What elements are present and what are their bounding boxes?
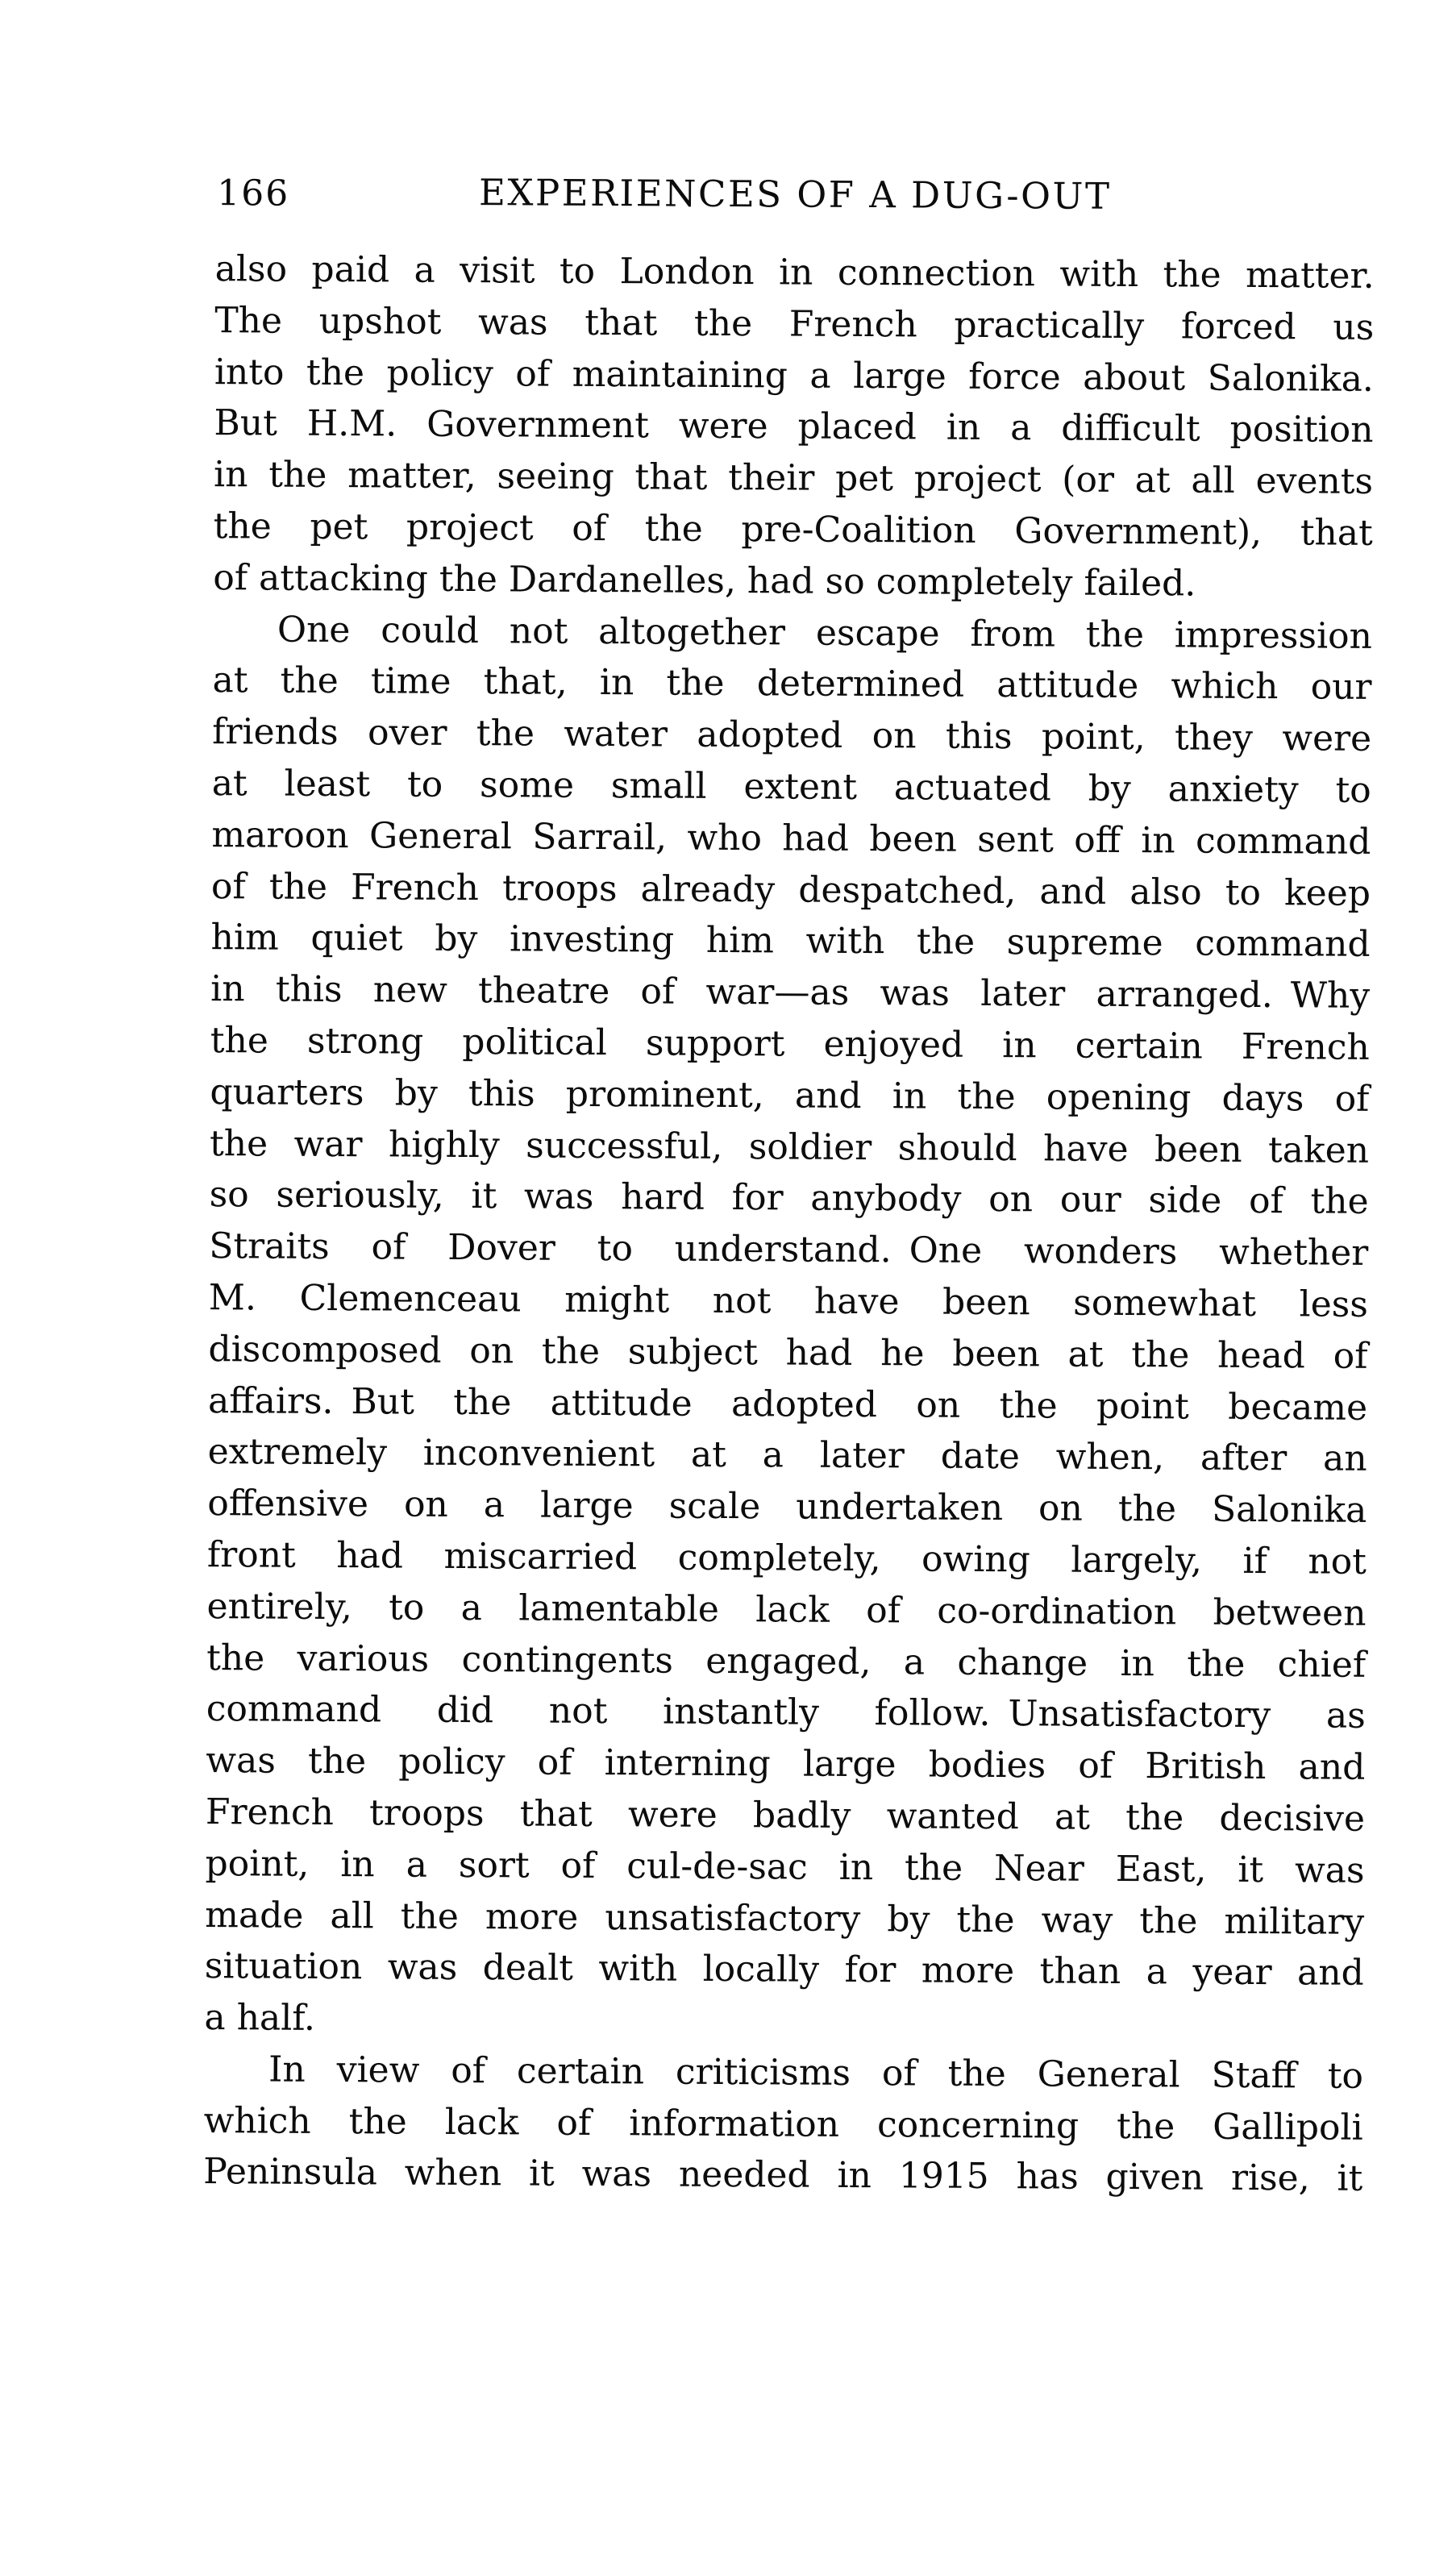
text-line: of attacking the Dardanelles, had so completely failed. <box>213 556 1196 605</box>
text-line: One could not altogether escape from the impression <box>277 609 1373 657</box>
text-line: which the lack of information concerning the Gallipoli <box>203 2099 1363 2148</box>
page-header <box>215 169 1375 225</box>
text-line: But H.M. Government were placed in a difficult position <box>214 402 1374 451</box>
text-line: M. Clemenceau might not have been somewhat less <box>208 1277 1369 1325</box>
text-line: front had miscarried completely, owing largely, if not <box>206 1533 1367 1583</box>
page-number: 166 <box>217 173 290 214</box>
text-line: extremely inconvenient at a later date when, after an <box>207 1431 1367 1480</box>
text-line: of the French troops already despatched, and also to keep <box>210 865 1371 914</box>
text-line: was the policy of interning large bodies of British and <box>206 1740 1366 1788</box>
text-line: discomposed on the subject had he been at the head of <box>208 1328 1368 1377</box>
page-text <box>203 243 1375 2205</box>
text-line: point, in a sort of cul-de-sac in the Near East, it was <box>205 1842 1365 1891</box>
text-line: the strong political support enjoyed in certain French <box>210 1020 1370 1068</box>
text-line: command did not instantly follow. Unsatisfactory as <box>206 1688 1366 1737</box>
text-line: a half. <box>204 1997 316 2039</box>
text-line: the various contingents engaged, a change in the chief <box>206 1637 1367 1686</box>
text-line: at the time that, in the determined attitude which our <box>212 659 1372 709</box>
text-line: friends over the water adopted on this point, they were <box>212 711 1372 760</box>
text-line: The upshot was that the French practically forced us <box>214 299 1375 348</box>
text-line: offensive on a large scale undertaken on the Salonika <box>207 1483 1367 1531</box>
running-title: EXPERIENCES OF A DUG-OUT <box>478 171 1112 218</box>
text-line: quarters by this prominent, and in the opening days of <box>210 1071 1370 1120</box>
text-line: in the matter, seeing that their pet project (or at all events <box>213 454 1374 503</box>
text-line: maroon General Sarrail, who had been sent off in command <box>211 813 1371 863</box>
text-line: made all the more unsatisfactory by the way the military <box>205 1894 1365 1943</box>
text-line: situation was dealt with locally for more than a year and <box>204 1945 1364 1995</box>
text-line: Peninsula when it was needed in 1915 has given rise, it <box>203 2151 1363 2200</box>
text-line: In view of certain criticisms of the General Staff to <box>268 2049 1364 2097</box>
text-line: him quiet by investing him with the supreme command <box>210 917 1371 966</box>
text-line: so seriously, it was hard for anybody on our side of the <box>209 1174 1369 1223</box>
text-line: also paid a visit to London in connection with the matter. <box>214 248 1375 297</box>
text-line: French troops that were badly wanted at the decisive <box>205 1791 1366 1840</box>
text-line: into the policy of maintaining a large force about Salonika. <box>214 351 1375 400</box>
text-line: in this new theatre of war—as was later arranged. Why <box>210 968 1371 1017</box>
text-line: affairs. But the attitude adopted on the point became <box>207 1379 1368 1429</box>
text-line: the pet project of the pre-Coalition Government), that <box>213 505 1373 554</box>
text-line: Straits of Dover to understand. One wonders whether <box>209 1225 1369 1274</box>
text-line: at least to some small extent actuated by anxiety to <box>211 763 1371 811</box>
text-line: entirely, to a lamentable lack of co-ordination between <box>206 1585 1367 1634</box>
text-line: the war highly successful, soldier should have been taken <box>209 1122 1370 1171</box>
